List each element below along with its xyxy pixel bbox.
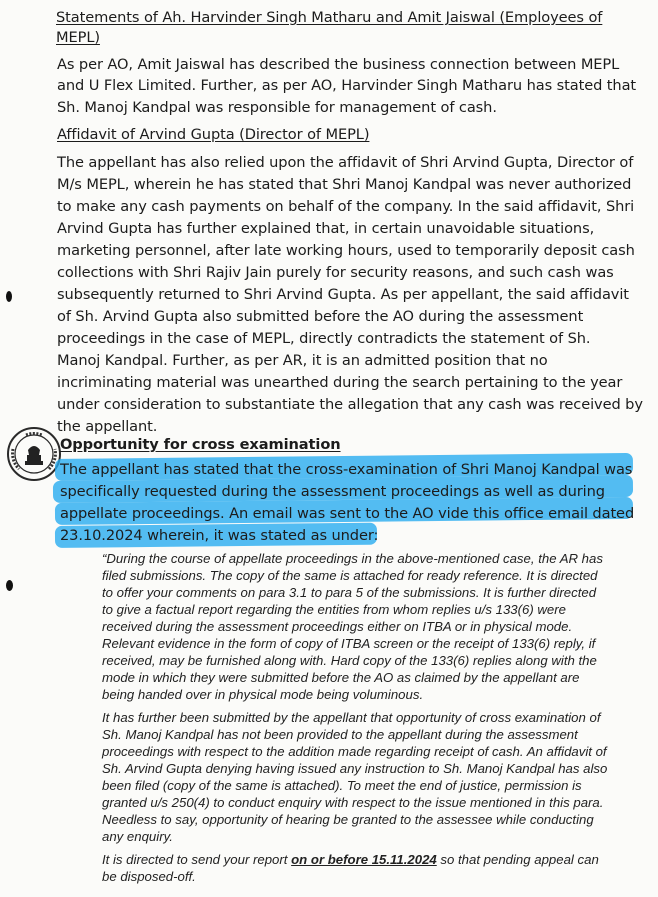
quote-line: proceedings with respect to the addition made regarding receipt of cash. An affidavit of bbox=[102, 744, 607, 759]
paragraph-line: The appellant has also relied upon the affidavit of Shri Arvind Gupta, Director of bbox=[57, 154, 634, 171]
paragraph-line: to make any cash payments on behalf of the company. In the said affidavit, Shri bbox=[57, 198, 635, 215]
quote-line: “During the course of appellate proceedings in the above-mentioned case, the AR has bbox=[102, 551, 603, 566]
section-heading-affidavit: Affidavit of Arvind Gupta (Director of MEPL) bbox=[57, 126, 370, 143]
quote-line: be disposed-off. bbox=[102, 869, 196, 884]
quote-text: so that pending appeal can bbox=[436, 852, 599, 867]
paragraph-line: subsequently returned to Shri Arvind Gupta. As per appellant, the said affidavit bbox=[57, 286, 629, 303]
deadline-date-emphasis: on or before 15.11.2024 bbox=[291, 852, 437, 867]
paragraph-line: the appellant. bbox=[57, 418, 158, 435]
paragraph-line: Sh. Manoj Kandpal was responsible for management of cash. bbox=[57, 99, 497, 116]
paragraph-line: of Sh. Arvind Gupta also submitted before the AO during the assessment bbox=[57, 308, 584, 325]
paragraph-line: As per AO, Amit Jaiswal has described the business connection between MEPL bbox=[57, 56, 620, 73]
section-heading-employees-cont: MEPL) bbox=[56, 29, 100, 46]
quote-line: Needless to say, opportunity of hearing be granted to the assessee while conducting bbox=[102, 812, 594, 827]
paragraph-line: under consideration to substantiate the allegation that any cash was received by bbox=[57, 396, 643, 413]
highlighted-paragraph-line: appellate proceedings. An email was sent to the AO vide this office email dated bbox=[60, 505, 635, 522]
quote-line: received, may be furnished along with. Hard copy of the 133(6) replies along with the bbox=[102, 653, 597, 668]
highlighted-paragraph-line: 23.10.2024 wherein, it was stated as under: bbox=[60, 527, 379, 544]
quote-text: It is directed to send your report bbox=[102, 852, 292, 867]
paragraph-line: proceedings in the case of MEPL, directly contradicts the statement of Sh. bbox=[57, 330, 591, 347]
quote-line: filed submissions. The copy of the same is attached for ready reference. It is directed bbox=[102, 568, 598, 583]
paragraph-line: M/s MEPL, wherein he has stated that Shri Manoj Kandpal was never authorized bbox=[57, 176, 632, 193]
paragraph-line: Manoj Kandpal. Further, as per AR, it is an admitted position that no bbox=[57, 352, 548, 369]
paragraph-line: incriminating material was unearthed during the search pertaining to the year bbox=[57, 374, 623, 391]
section-heading-cross-examination: Opportunity for cross examination bbox=[60, 436, 341, 453]
punch-hole-mark bbox=[6, 291, 12, 302]
section-heading-employees: Statements of Ah. Harvinder Singh Matharu and Amit Jaiswal (Employees of bbox=[56, 9, 603, 26]
paragraph-line: marketing personnel, after late working hours, used to temporarily deposit cash bbox=[57, 242, 635, 259]
quote-line: mode in which they were submitted before the AO as claimed by the appellant are bbox=[102, 670, 580, 685]
quote-line: Sh. Arvind Gupta denying having issued any instruction to Sh. Manoj Kandpal has also bbox=[102, 761, 608, 776]
quote-line: It has further been submitted by the appellant that opportunity of cross examination of bbox=[102, 710, 601, 725]
highlighted-paragraph-line: The appellant has stated that the cross-examination of Shri Manoj Kandpal was bbox=[60, 461, 633, 478]
quote-line: Sh. Manoj Kandpal has not been provided to the appellant during the assessment bbox=[102, 727, 578, 742]
punch-hole-mark bbox=[6, 580, 13, 591]
quote-line: any enquiry. bbox=[102, 829, 173, 844]
quote-line: Relevant evidence in the form of copy of ITBA screen or the receipt of 133(6) reply, if bbox=[102, 636, 596, 651]
quote-line-deadline bbox=[102, 852, 599, 867]
quote-line: received during the assessment proceedings either on ITBA or in physical mode. bbox=[102, 619, 573, 634]
highlighted-paragraph-line: specifically requested during the assessment proceedings as well as during bbox=[60, 483, 605, 500]
quote-line: to give a factual report regarding the entities from whom replies u/s 133(6) were bbox=[102, 602, 566, 617]
quote-line: been filed (copy of the same is attached). To meet the end of justice, permission is bbox=[102, 778, 582, 793]
quote-line: granted u/s 250(4) to conduct enquiry with respect to the issue mentioned in this para. bbox=[102, 795, 604, 810]
paragraph-line: Arvind Gupta has further explained that, in certain unavoidable situations, bbox=[57, 220, 595, 237]
paragraph-line: and U Flex Limited. Further, as per AO, Harvinder Singh Matharu has stated that bbox=[57, 77, 637, 94]
paragraph-line: collections with Shri Rajiv Jain purely for security reasons, and such cash was bbox=[57, 264, 614, 281]
quote-line: to offer your comments on para 3.1 to para 5 of the submissions. It is further directed bbox=[102, 585, 597, 600]
quote-line: being handed over in physical mode being voluminous. bbox=[102, 687, 424, 702]
